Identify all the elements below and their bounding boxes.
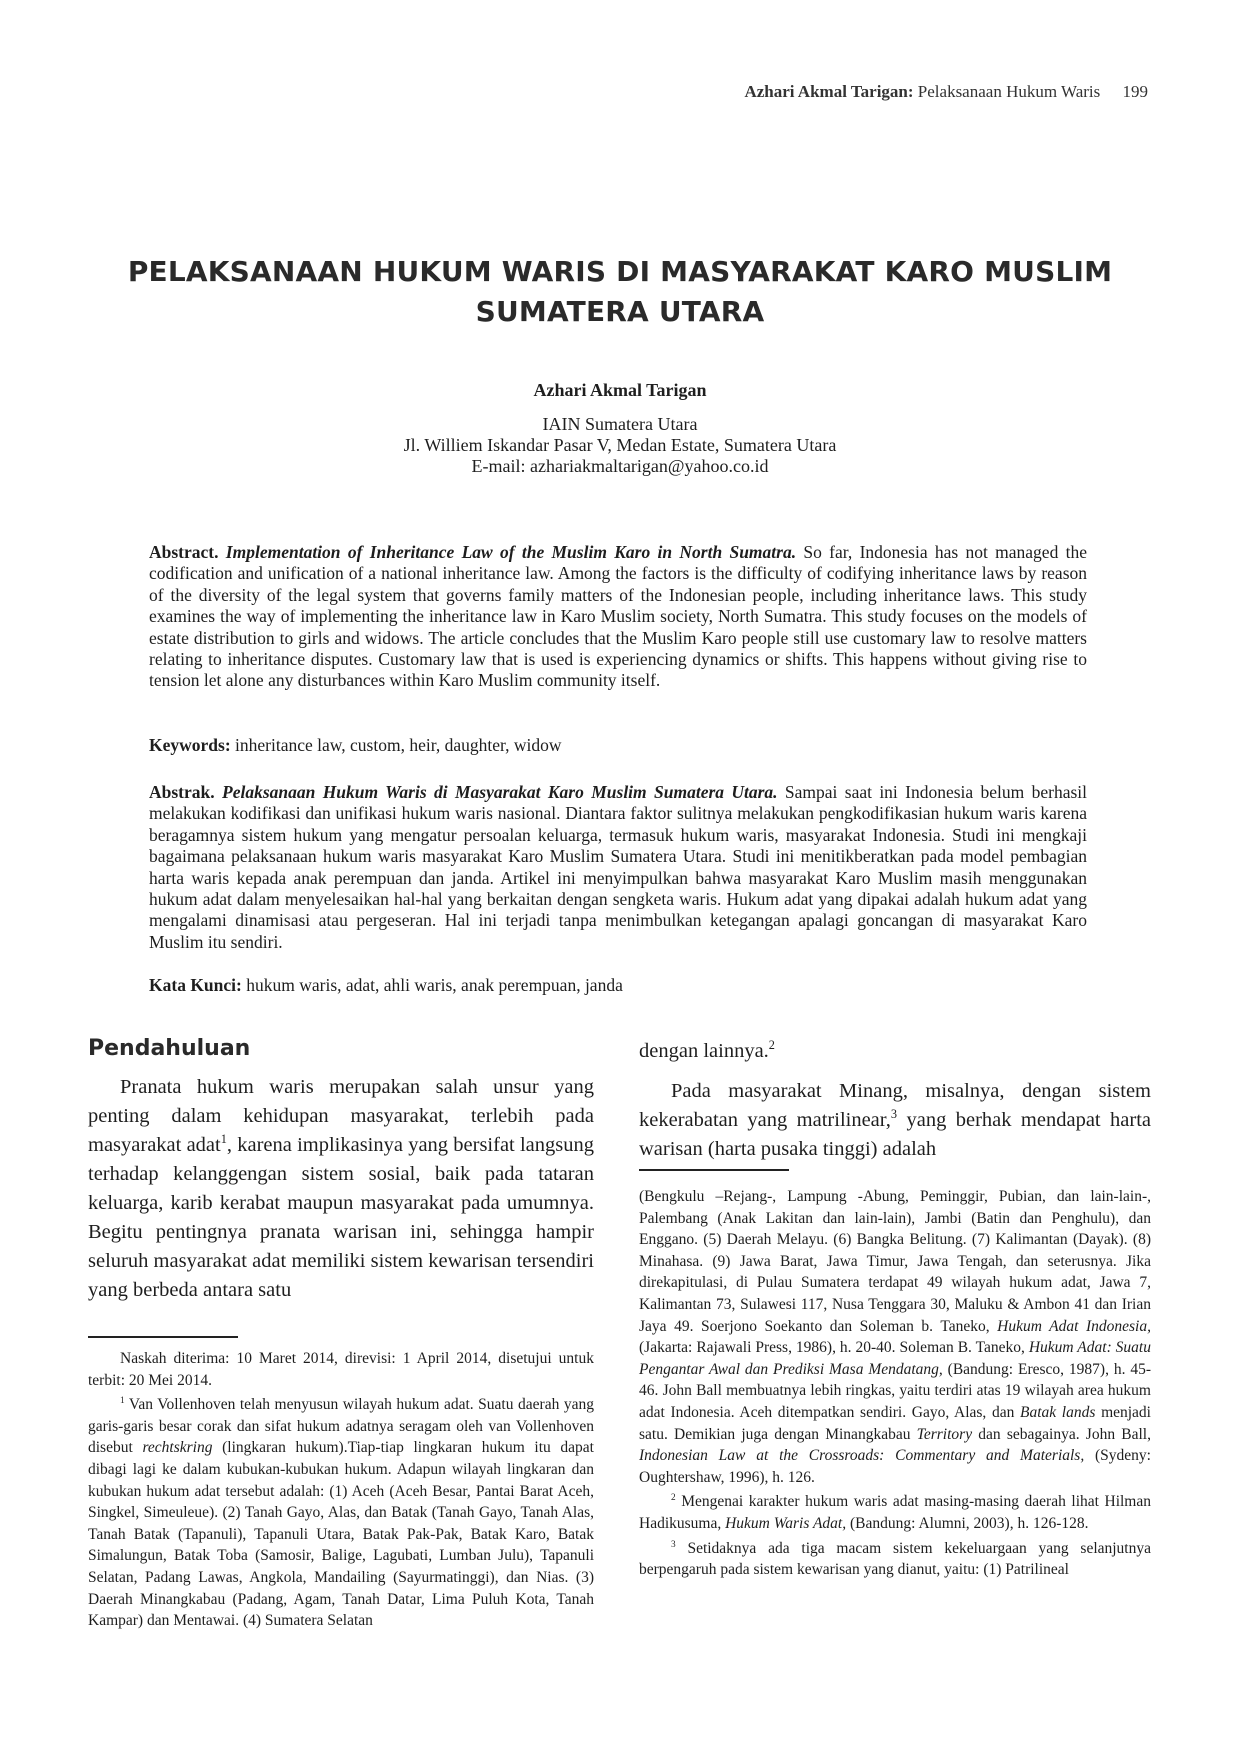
footnote-received: Naskah diterima: 10 Maret 2014, direvisi: 1 April 2014, disetujui untuk terbit: 20 Mei 2014. — [88, 1350, 594, 1389]
footnote-text: (Bandung: Eresco, 1987), h. 45-46. John Ball membuatnya lebih ringkas, yaitu terdiri atas 19 wilayah area hukum adat Indonesia. Aceh ditempatkan sendiri. Gayo, Alas, dan — [639, 1360, 1151, 1421]
abstract-label: Abstract. — [149, 542, 219, 562]
header-running-title: Pelaksanaan Hukum Waris — [917, 82, 1101, 101]
footnote-ref-2: 2 — [768, 1038, 775, 1053]
abstract-indonesian — [149, 782, 1087, 953]
footnote-ref-1: 1 — [220, 1132, 227, 1147]
footnote-1-continued — [639, 1186, 1151, 1488]
body-paragraph-right — [639, 1077, 1151, 1164]
body-text: , karena implikasinya yang bersifat langsung terhadap kelanggengan sistem sosial, baik pada tataran keluarga, karib kerabat maupun masyarakat pada umumnya. Begitu pentingnya pranata warisan ini, sehingga hampir seluruh masyarakat adat memiliki sistem kewarisan tersendiri yang berbeda antara satu — [88, 1134, 595, 1301]
title-line-2: SUMATERA UTARA — [475, 295, 765, 328]
footnote-italic: Indonesian Law at the Crossroads: Commentary and Materials, — [639, 1447, 1085, 1465]
footnote-number: 2 — [671, 1493, 676, 1504]
keywords-text: inheritance law, custom, heir, daughter, widow — [235, 735, 562, 755]
abstract-english — [149, 542, 1087, 692]
footnote-text: (lingkaran hukum).Tiap-tiap lingkaran hukum itu dapat dibagi lagi ke dalam kubukan-kubukan hukum. Adapun wilayah lingkaran dan kubukan hukum adat tersebut adalah: (1) Aceh (Aceh Besar, Pantai Barat Aceh, Singkel, Simeuleue). (2) Tanah Gayo, Alas, dan Batak (Tanah Gayo, Tanah Alas, Tanah Batak (Tapanuli), Tapanuli Utara, Batak Pak-Pak, Batak Karo, Batak Simalungun, Batak Toba (Samosir, Balige, Lagubati, Lumban Julu), Tapanuli Selatan, Padang Lawas, Angkola, Mandailing (Sayurmatinggi), dan Nias. (3) Daerah Minangkabau (Padang, Agam, Tanah Datar, Lima Puluh Kota, Tanah Kampar) dan Mentawai. (4) Sumatera Selatan — [88, 1439, 594, 1630]
header-author: Azhari Akmal Tarigan: — [744, 82, 914, 101]
abstract-text: So far, Indonesia has not managed the codification and unification of a national inheritance law. Among the factors is the difficulty of codifying inheritance laws by reason of the diversity of the legal system that governs family matters of the Indonesian people, including inheritance laws. This study examines the way of implementing the inheritance law in Karo Muslim society, North Sumatra. This study focuses on the models of estate distribution to girls and widows. The article concludes that the Muslim Karo people still use customary law to resolve matters relating to inheritance disputes. Customary law that is used is experiencing dynamics or shifts. This happens without giving rise to tension let alone any disturbances within Karo Muslim community itself. — [149, 542, 1087, 691]
author-affiliation: IAIN Sumatera Utara — [542, 414, 698, 434]
author-address: Jl. Williem Iskandar Pasar V, Medan Estate, Sumatera Utara — [403, 435, 837, 455]
footnote-2 — [639, 1491, 1151, 1534]
footnote-text: (Sydeny: Oughtershaw, 1996), h. 126. — [639, 1447, 1151, 1486]
body-continuation-right — [639, 1037, 1151, 1066]
footnote-text: Van Vollenhoven telah menyusun wilayah hukum adat. Suatu daerah yang garis-garis besar corak dan sifat hukum adatnya seragam oleh van Vollenhoven disebut — [88, 1396, 594, 1457]
abstract-title: Implementation of Inheritance Law of the Muslim Karo in North Sumatra. — [225, 542, 797, 562]
section-heading: Pendahuluan — [88, 1036, 251, 1061]
footnotes-left — [88, 1348, 594, 1635]
article-title — [88, 252, 1152, 332]
footnotes-right — [639, 1186, 1151, 1584]
footnote-italic: rechtskring — [142, 1439, 213, 1457]
footnote-text: menjadi satu. Demikian juga dengan Minangkabau — [639, 1403, 1151, 1443]
abstrak-label: Abstrak. — [149, 782, 215, 802]
footnote-3 — [639, 1538, 1151, 1581]
abstrak-text: Sampai saat ini Indonesia belum berhasil melakukan kodifikasi dan unifikasi hukum waris nasional. Diantara faktor sulitnya melakukan pengkodifikasian hukum waris karena beragamnya sistem hukum yang mengatur persoalan keluarga, termasuk hukum waris, masyarakat Indonesia. Studi ini mengkaji bagaimana pelaksanaan hukum waris masyarakat Karo Muslim Sumatera Utara. Studi ini menitikberatkan pada model pembagian harta waris kepada anak perempuan dan janda. Artikel ini menyimpulkan bahwa masyarakat Karo Muslim masih menggunakan hukum adat dalam menyelesaikan hal-hal yang berkaitan dengan sengketa waris. Hukum adat yang dipakai adalah hukum adat yang mengalami dinamisasi atau pergeseran. Hal ini terjadi tanpa menimbulkan ketegangan apalagi goncangan di masyarakat Karo Muslim itu sendiri. — [149, 782, 1088, 952]
author-block — [88, 380, 1152, 477]
footnote-text: Setidaknya ada tiga macam sistem kekeluargaan yang selanjutnya berpengaruh pada sistem kewarisan yang dianut, yaitu: (1) Patrilineal — [639, 1539, 1151, 1579]
footnote-number: 3 — [671, 1539, 676, 1550]
footnote-italic: Territory — [916, 1425, 973, 1443]
kata-kunci-text: hukum waris, adat, ahli waris, anak perempuan, janda — [246, 975, 623, 995]
author-name: Azhari Akmal Tarigan — [533, 380, 707, 400]
footnote-italic: Hukum Waris Adat, — [725, 1514, 847, 1532]
keywords-label: Keywords: — [149, 735, 231, 755]
running-header — [744, 82, 1148, 102]
kata-kunci-label: Kata Kunci: — [149, 975, 242, 995]
keywords-english — [149, 735, 1087, 756]
footnote-text: (Bandung: Alumni, 2003), h. 126-128. — [846, 1514, 1089, 1532]
abstrak-title: Pelaksanaan Hukum Waris di Masyarakat Karo Muslim Sumatera Utara. — [222, 782, 778, 802]
footnote-text: Mengenai karakter hukum waris adat masing-masing daerah lihat Hilman Hadikusuma, — [639, 1493, 1151, 1532]
footnote-ref-3: 3 — [890, 1107, 898, 1122]
page-number: 199 — [1122, 82, 1148, 101]
footnote-italic: Hukum Adat: Suatu Pengantar Awal dan Prediksi Masa Mendatang, — [639, 1339, 1151, 1378]
footnote-1 — [88, 1394, 594, 1632]
body-text: dengan lainnya. — [639, 1040, 769, 1062]
body-text: Pada masyarakat Minang, misalnya, dengan sistem kekerabatan yang matrilinear, — [639, 1080, 1151, 1131]
body-text: Pranata hukum waris merupakan salah unsur yang penting dalam kehidupan masyarakat, terlebih pada masyarakat adat — [88, 1076, 594, 1156]
footnote-italic: Hukum Adat Indonesia, — [997, 1317, 1151, 1335]
keywords-indonesian — [149, 975, 1087, 996]
footnote-divider — [88, 1336, 238, 1338]
footnote-text: (Bengkulu –Rejang-, Lampung -Abung, Peminggir, Pubian, dan lain-lain-, Palembang (Anak Lakitan dan lain-lain), Jambi (Batin dan Penghulu), dan Enggano. (5) Daerah Melayu. (6) Bangka Belitung. (7) Kalimantan (Dayak). (8) Minahasa. (9) Jawa Barat, Jawa Timur, Jawa Tengah, dan seterusnya. Jika direkapitulasi, di Pulau Sumatera terdapat 49 wilayah hukum adat, Jawa 7, Kalimantan 73, Sulawesi 117, Nusa Tenggara 30, Maluku & Ambon 41 dan Irian Jaya 49. Soerjono Soekanto dan Soleman b. Taneko, — [639, 1188, 1151, 1335]
footnote-text: (Jakarta: Rajawali Press, 1986), h. 20-40. Soleman B. Taneko, — [639, 1339, 1029, 1357]
body-text: yang berhak mendapat harta warisan (harta pusaka tinggi) adalah — [639, 1109, 1151, 1160]
author-email: E-mail: azhariakmaltarigan@yahoo.co.id — [471, 456, 769, 476]
footnote-text: dan sebagainya. John Ball, — [972, 1425, 1151, 1443]
title-line-1: PELAKSANAAN HUKUM WARIS DI MASYARAKAT KARO MUSLIM — [127, 255, 1113, 288]
footnote-italic: Batak lands — [1020, 1403, 1096, 1421]
body-paragraph-left — [88, 1073, 594, 1305]
footnote-divider — [639, 1169, 789, 1171]
footnote-number: 1 — [120, 1396, 125, 1407]
